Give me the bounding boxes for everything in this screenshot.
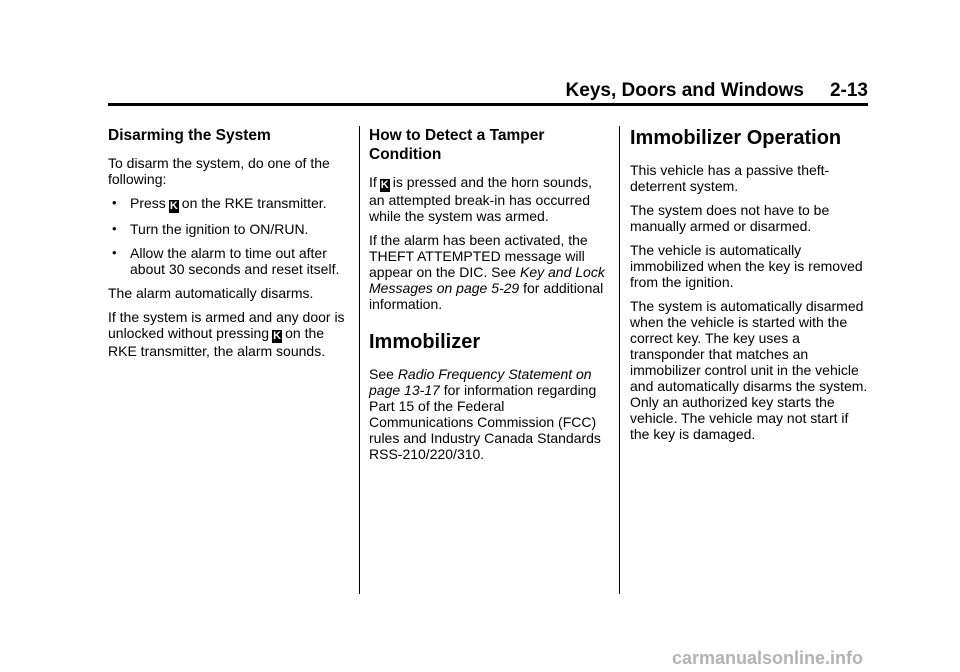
- list-item: • Press K on the RKE transmitter.: [108, 195, 350, 213]
- column-divider: [619, 126, 620, 594]
- list-item: • Turn the ignition to ON/RUN.: [108, 221, 350, 237]
- lock-button-icon: K: [380, 179, 389, 191]
- lock-button-icon: K: [273, 330, 282, 342]
- immobilizer-operation-heading: Immobilizer Operation: [630, 127, 842, 149]
- column-1: [108, 126, 350, 367]
- disarm-intro: To disarm the system, do one of the following:: [108, 155, 330, 187]
- page-number: 2-13: [829, 80, 868, 101]
- cross-reference-link[interactable]: Key and Lock Messages on page 5-29: [369, 264, 605, 296]
- column-divider: [359, 126, 360, 594]
- page-header: [108, 76, 868, 106]
- lock-button-icon: K: [169, 200, 178, 212]
- disarming-heading: Disarming the System: [108, 127, 271, 144]
- theft-attempted-text: If the alarm has been activated, the THEFT ATTEMPTED message will appear on the DIC. See Key and Lock Messages on page 5-29 for additional information.: [369, 232, 605, 312]
- list-item: • Allow the alarm to time out after about 30 seconds and reset itself.: [108, 245, 350, 277]
- auto-disarm-operation-text: The system is automatically disarmed when the vehicle is started with the correct key. The key uses a transponder that matches an immobilizer control unit in the vehicle and automatically disarms the system. Only an authorized key starts the vehicle. The vehicle may not start if the key is damaged.: [630, 298, 868, 442]
- tamper-text: If K is pressed and the horn sounds, an attempted break-in has occurred while the system was armed.: [369, 174, 593, 224]
- immobilized-text: The vehicle is automatically immobilized when the key is removed from the ignition.: [630, 242, 863, 290]
- immobilizer-text: See Radio Frequency Statement on page 13-17 for information regarding Part 15 of the Federal Communications Commission (FCC) rules and Industry Canada Standards RSS-210/220/310.: [369, 366, 601, 462]
- tamper-heading: How to Detect a Tamper Condition: [369, 127, 545, 163]
- manual-arming-text: The system does not have to be manually armed or disarmed.: [630, 202, 830, 234]
- cross-reference-link[interactable]: Radio Frequency Statement on page 13-17: [369, 366, 592, 398]
- passive-text: This vehicle has a passive theft-deterrent system.: [630, 162, 830, 194]
- auto-disarm-text: The alarm automatically disarms.: [108, 285, 314, 301]
- section-title: Keys, Doors and Windows: [565, 80, 804, 101]
- immobilizer-heading: Immobilizer: [369, 331, 481, 353]
- column-2: [369, 126, 609, 470]
- disarm-list: [108, 195, 350, 277]
- watermark: carmanualsonline.info: [672, 648, 864, 668]
- armed-door-text: If the system is armed and any door is unlocked without pressing K on the RKE transmitter, the alarm sounds.: [108, 309, 345, 359]
- header-rule: [108, 103, 868, 106]
- column-3: [630, 126, 870, 450]
